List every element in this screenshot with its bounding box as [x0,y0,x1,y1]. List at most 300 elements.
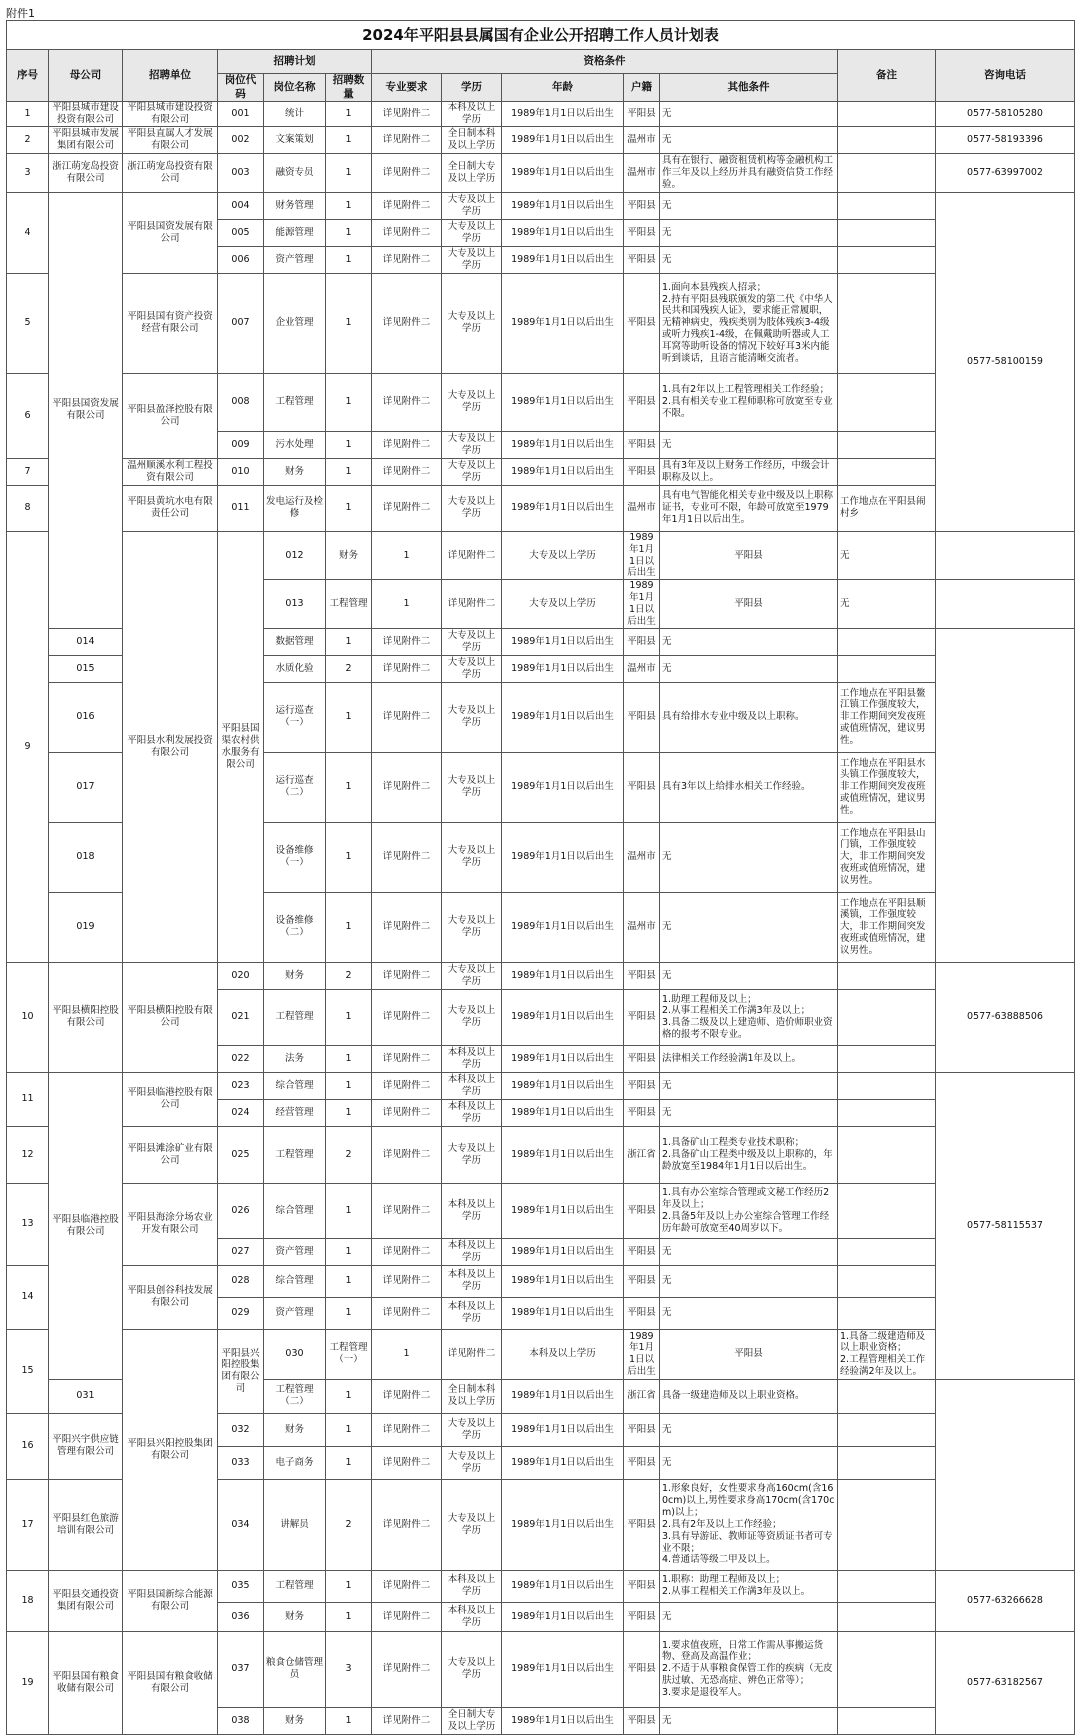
cell-remark [838,102,936,127]
cell-other-conditions: 1.形象良好，女性要求身高160cm(含160cm)以上,男性要求身高170cm(含170cm)以上； 2.具有2年及以上工作经验； 3.具有导游证、教师证等资质证书者可专业不限； 4.普通话等级二甲及以上。 [660,1479,838,1570]
cell-major: 详见附件二 [372,126,442,153]
cell-age: 1989年1月1日以后出生 [502,431,624,458]
cell-hukou: 温州市 [624,485,660,531]
cell-education: 大专及以上学历 [442,989,502,1045]
cell-hukou: 平阳县 [624,246,660,273]
header-seq: 序号 [7,50,49,102]
cell-age: 1989年1月1日以后出生 [502,126,624,153]
cell-other-conditions: 法律相关工作经验满1年及以上。 [660,1045,838,1072]
cell-post-name: 综合管理 [264,1183,326,1238]
cell-major: 详见附件二 [372,1631,442,1707]
cell-major: 详见附件二 [372,1379,442,1413]
cell-education: 本科及以上学历 [442,1602,502,1631]
cell-code: 004 [218,192,264,219]
cell-remark [838,962,936,989]
cell-remark [838,1099,936,1126]
cell-age: 1989年1月1日以后出生 [624,580,660,629]
cell-major: 详见附件二 [372,219,442,246]
cell-other-conditions: 无 [660,1099,838,1126]
cell-other-conditions: 无 [660,892,838,962]
cell-other-conditions: 无 [660,1072,838,1099]
cell-code: 036 [218,1602,264,1631]
cell-code: 028 [218,1265,264,1297]
cell-post-name: 财务 [264,1707,326,1734]
header-major: 专业要求 [372,74,442,102]
cell-age: 1989年1月1日以后出生 [502,1238,624,1265]
attachment-label: 附件1 [6,7,35,20]
cell-age: 1989年1月1日以后出生 [502,192,624,219]
cell-parent: 平阳县城市发展集团有限公司 [49,126,123,153]
cell-unit: 平阳县横阳控股有限公司 [123,962,218,1072]
cell-code: 003 [218,153,264,192]
cell-phone: 0577-58105280 [936,102,1075,127]
cell-major: 详见附件二 [372,1602,442,1631]
cell-major: 详见附件二 [372,1183,442,1238]
cell-count: 1 [372,580,442,629]
cell-education: 本科及以上学历 [442,1183,502,1238]
cell-age: 1989年1月1日以后出生 [624,531,660,580]
cell-other-conditions: 无 [660,1707,838,1734]
cell-education: 全日制本科及以上学历 [442,126,502,153]
cell-education: 大专及以上学历 [442,1413,502,1446]
cell-major: 详见附件二 [372,628,442,655]
cell-count: 2 [326,962,372,989]
cell-count: 1 [326,1602,372,1631]
cell-remark [838,1413,936,1446]
cell-remark: 工作地点在平阳县水头镇工作强度较大，非工作期间突发夜班或值班情况，建议男性。 [838,752,936,822]
cell-hukou: 温州市 [624,153,660,192]
cell-major: 详见附件二 [442,531,502,580]
cell-seq: 13 [7,1183,49,1265]
cell-post-name: 企业管理 [264,273,326,373]
cell-education: 大专及以上学历 [442,1631,502,1707]
cell-education: 本科及以上学历 [502,1329,624,1379]
cell-education: 全日制大专及以上学历 [442,153,502,192]
cell-hukou: 平阳县 [660,580,838,629]
cell-code: 016 [49,682,123,752]
cell-major: 详见附件二 [372,892,442,962]
cell-count: 2 [326,655,372,682]
cell-education: 大专及以上学历 [442,682,502,752]
header-remark: 备注 [838,50,936,102]
cell-major: 详见附件二 [372,1707,442,1734]
cell-count: 1 [326,989,372,1045]
cell-phone: 0577-58115537 [936,1072,1075,1379]
cell-count: 1 [326,1099,372,1126]
cell-age: 1989年1月1日以后出生 [502,373,624,431]
cell-remark [838,1570,936,1602]
cell-post-name: 财务 [264,1602,326,1631]
cell-remark [838,989,936,1045]
cell-education: 大专及以上学历 [442,892,502,962]
cell-age: 1989年1月1日以后出生 [502,1126,624,1183]
cell-post-name: 统计 [264,102,326,127]
cell-unit: 平阳县兴阳控股集团有限公司 [218,1329,264,1413]
cell-parent: 平阳县横阳控股有限公司 [49,962,123,1072]
cell-age: 1989年1月1日以后出生 [502,1570,624,1602]
cell-hukou: 平阳县 [624,1238,660,1265]
cell-hukou: 平阳县 [624,1707,660,1734]
cell-remark [838,628,936,655]
cell-age: 1989年1月1日以后出生 [502,1413,624,1446]
cell-code: 033 [218,1446,264,1479]
cell-post-name: 综合管理 [264,1072,326,1099]
cell-major: 详见附件二 [372,102,442,127]
cell-education: 大专及以上学历 [442,655,502,682]
cell-post-name: 运行巡查（一） [264,682,326,752]
cell-major: 详见附件二 [372,485,442,531]
cell-other-conditions: 无 [660,192,838,219]
cell-phone: 0577-58193396 [936,126,1075,153]
cell-unit: 平阳县临港控股有限公司 [123,1072,218,1126]
cell-other-conditions: 具有3年及以上财务工作经历，中级会计职称及以上。 [660,458,838,485]
cell-count: 1 [326,126,372,153]
cell-code: 019 [49,892,123,962]
cell-hukou: 平阳县 [624,1072,660,1099]
cell-age: 1989年1月1日以后出生 [502,1183,624,1238]
cell-hukou: 平阳县 [624,1602,660,1631]
cell-seq: 6 [7,373,49,458]
cell-unit: 平阳县黄坑水电有限责任公司 [123,485,218,531]
cell-age: 1989年1月1日以后出生 [502,822,624,892]
cell-phone: 0577-63266628 [936,1570,1075,1631]
cell-parent: 平阳县国有粮食收储有限公司 [49,1631,123,1734]
cell-education: 大专及以上学历 [442,431,502,458]
cell-seq: 8 [7,485,49,531]
cell-code: 026 [218,1183,264,1238]
cell-count: 2 [326,1479,372,1570]
cell-education: 本科及以上学历 [442,1265,502,1297]
cell-hukou: 温州市 [624,892,660,962]
cell-seq: 5 [7,273,49,373]
cell-code: 013 [264,580,326,629]
cell-education: 全日制大专及以上学历 [442,1707,502,1734]
cell-post-name: 数据管理 [264,628,326,655]
page-title: 2024年平阳县县属国有企业公开招聘工作人员计划表 [7,21,1075,50]
cell-count: 1 [326,1183,372,1238]
cell-education: 大专及以上学历 [502,531,624,580]
cell-remark [936,580,1075,629]
header-count: 招聘数量 [326,74,372,102]
cell-other-conditions: 无 [660,962,838,989]
table-row [7,273,1075,373]
cell-remark [936,531,1075,580]
cell-post-name: 运行巡查（二） [264,752,326,822]
cell-age: 1989年1月1日以后出生 [502,1297,624,1329]
cell-hukou: 平阳县 [624,989,660,1045]
cell-other-conditions: 无 [660,431,838,458]
cell-count: 1 [326,822,372,892]
cell-major: 详见附件二 [372,1238,442,1265]
cell-major: 详见附件二 [372,1126,442,1183]
cell-post-name: 财务 [326,531,372,580]
table-row [7,102,1075,127]
cell-remark [838,373,936,431]
cell-post-name: 讲解员 [264,1479,326,1570]
cell-count: 2 [326,1126,372,1183]
cell-post-name: 水质化验 [264,655,326,682]
cell-major: 详见附件二 [372,1413,442,1446]
cell-remark: 工作地点在平阳县鳌江镇工作强度较大，非工作期间突发夜班或值班情况，建议男性。 [838,682,936,752]
table-row [7,1329,1075,1379]
cell-education: 大专及以上学历 [442,962,502,989]
cell-other-conditions: 无 [660,219,838,246]
cell-major: 详见附件二 [372,752,442,822]
cell-education: 本科及以上学历 [442,1570,502,1602]
cell-post-name: 综合管理 [264,1265,326,1297]
table-row [7,1072,1075,1099]
table-row [7,153,1075,192]
cell-code: 001 [218,102,264,127]
cell-seq: 14 [7,1265,49,1329]
cell-post-name: 财务 [264,1413,326,1446]
cell-major: 详见附件二 [372,273,442,373]
cell-code: 010 [218,458,264,485]
cell-code: 008 [218,373,264,431]
cell-education: 大专及以上学历 [502,580,624,629]
cell-age: 1989年1月1日以后出生 [502,962,624,989]
cell-other-conditions: 1.具有2年以上工程管理相关工作经验； 2.具有相关专业工程师职称可放宽至专业不限。 [660,373,838,431]
cell-unit: 平阳县国新综合能源有限公司 [123,1570,218,1631]
cell-seq: 12 [7,1126,49,1183]
cell-education: 本科及以上学历 [442,1238,502,1265]
cell-code: 012 [264,531,326,580]
cell-age: 1989年1月1日以后出生 [502,1379,624,1413]
cell-major: 详见附件二 [372,192,442,219]
cell-other-conditions: 无 [838,531,936,580]
table-row [7,192,1075,219]
cell-code: 009 [218,431,264,458]
cell-hukou: 平阳县 [624,431,660,458]
cell-remark [838,431,936,458]
table-row [7,1631,1075,1707]
cell-major: 详见附件二 [372,1297,442,1329]
cell-hukou: 平阳县 [624,628,660,655]
cell-other-conditions: 无 [660,1297,838,1329]
cell-education: 大专及以上学历 [442,373,502,431]
cell-education: 本科及以上学历 [442,1297,502,1329]
cell-post-name: 设备维修（一） [264,822,326,892]
cell-education: 本科及以上学历 [442,102,502,127]
cell-unit: 平阳县红色旅游培训有限公司 [49,1479,123,1570]
cell-remark [838,655,936,682]
cell-major: 详见附件二 [372,1446,442,1479]
cell-seq: 1 [7,102,49,127]
cell-parent: 平阳县国资发展有限公司 [49,192,123,628]
cell-count: 1 [326,431,372,458]
cell-code: 023 [218,1072,264,1099]
cell-code: 034 [218,1479,264,1570]
cell-code: 007 [218,273,264,373]
cell-other-conditions: 无 [660,822,838,892]
cell-other-conditions: 1.具有办公室综合管理或文秘工作经历2年及以上； 2.具备5年及以上办公室综合管理工作经历年龄可放宽至40周岁以下。 [660,1183,838,1238]
cell-education: 大专及以上学历 [442,1126,502,1183]
cell-other-conditions: 无 [660,246,838,273]
cell-seq: 18 [7,1570,49,1631]
cell-other-conditions: 具有在银行、融资租赁机构等金融机构工作三年及以上经历并具有融资信贷工作经验。 [660,153,838,192]
cell-education: 本科及以上学历 [442,1072,502,1099]
cell-remark [838,219,936,246]
header-name: 岗位名称 [264,74,326,102]
cell-seq: 15 [7,1329,49,1413]
cell-unit: 温州顺溪水利工程投资有限公司 [123,458,218,485]
cell-hukou: 平阳县 [624,1479,660,1570]
cell-age: 1989年1月1日以后出生 [502,1045,624,1072]
table-row [7,1570,1075,1602]
cell-post-name: 电子商务 [264,1446,326,1479]
cell-education: 大专及以上学历 [442,219,502,246]
cell-seq: 11 [7,1072,49,1126]
cell-age: 1989年1月1日以后出生 [502,892,624,962]
table-row [7,485,1075,531]
cell-age: 1989年1月1日以后出生 [502,219,624,246]
cell-major: 详见附件二 [372,1479,442,1570]
cell-remark [838,1265,936,1297]
cell-count: 1 [326,192,372,219]
cell-post-name: 财务 [264,458,326,485]
cell-code: 035 [218,1570,264,1602]
cell-major: 详见附件二 [372,458,442,485]
cell-post-name: 发电运行及检修 [264,485,326,531]
cell-remark [838,1602,936,1631]
cell-education: 大专及以上学历 [442,485,502,531]
cell-major: 详见附件二 [442,1329,502,1379]
table-row [7,458,1075,485]
cell-other-conditions: 无 [660,655,838,682]
cell-unit: 平阳县国渠农村供水服务有限公司 [218,531,264,962]
cell-code: 014 [49,628,123,655]
cell-other-conditions: 具有给排水专业中级及以上职称。 [660,682,838,752]
recruitment-table [6,20,1075,1735]
cell-count: 1 [326,485,372,531]
cell-count: 1 [326,1297,372,1329]
cell-code: 022 [218,1045,264,1072]
cell-post-name: 资产管理 [264,246,326,273]
cell-education: 本科及以上学历 [442,1045,502,1072]
cell-parent: 浙江萌宠岛投资有限公司 [49,153,123,192]
header-code: 岗位代码 [218,74,264,102]
cell-post-name: 资产管理 [264,1238,326,1265]
cell-seq: 10 [7,962,49,1072]
cell-education: 大专及以上学历 [442,1446,502,1479]
cell-post-name: 工程管理（一） [326,1329,372,1379]
cell-major: 详见附件二 [372,989,442,1045]
cell-unit: 平阳县城市建设投资有限公司 [123,102,218,127]
cell-code: 005 [218,219,264,246]
cell-unit: 平阳县盈泽控股有限公司 [123,373,218,458]
cell-remark [838,153,936,192]
cell-seq: 9 [7,531,49,962]
cell-unit: 平阳县海涂分场农业开发有限公司 [123,1183,218,1265]
cell-hukou: 平阳县 [624,1045,660,1072]
cell-post-name: 法务 [264,1045,326,1072]
cell-unit: 平阳县滩涂矿业有限公司 [123,1126,218,1183]
cell-parent: 平阳县水利发展投资有限公司 [123,531,218,962]
cell-other-conditions: 1.助理工程师及以上； 2.从事工程相关工作满3年及以上； 3.具备二级及以上建造师、造价师职业资格的报考不限专业。 [660,989,838,1045]
cell-age: 1989年1月1日以后出生 [502,655,624,682]
cell-remark [838,1045,936,1072]
cell-other-conditions: 无 [660,1265,838,1297]
cell-post-name: 工程管理 [264,373,326,431]
cell-code: 027 [218,1238,264,1265]
cell-count: 1 [326,102,372,127]
cell-unit: 平阳县国有资产投资经营有限公司 [123,273,218,373]
cell-age: 1989年1月1日以后出生 [502,1265,624,1297]
cell-education: 大专及以上学历 [442,1479,502,1570]
cell-education: 大专及以上学历 [442,822,502,892]
cell-code: 002 [218,126,264,153]
cell-major: 详见附件二 [372,431,442,458]
header-unit: 招聘单位 [123,50,218,102]
cell-hukou: 平阳县 [624,962,660,989]
cell-code: 018 [49,822,123,892]
cell-education: 大专及以上学历 [442,273,502,373]
table-row [7,962,1075,989]
cell-count: 1 [326,219,372,246]
cell-hukou: 平阳县 [660,1329,838,1379]
cell-remark [838,1479,936,1570]
cell-remark [838,1126,936,1183]
cell-age: 1989年1月1日以后出生 [502,628,624,655]
header-age: 年龄 [502,74,624,102]
cell-major: 详见附件二 [372,246,442,273]
cell-code: 006 [218,246,264,273]
cell-education: 大专及以上学历 [442,458,502,485]
cell-age: 1989年1月1日以后出生 [502,682,624,752]
cell-code: 037 [218,1631,264,1707]
cell-remark [838,246,936,273]
cell-count: 1 [372,1329,442,1379]
cell-unit: 浙江萌宠岛投资有限公司 [123,153,218,192]
cell-post-name: 财务 [264,962,326,989]
cell-post-name: 工程管理 [326,580,372,629]
cell-count: 1 [326,153,372,192]
table-row [7,531,1075,580]
cell-count: 1 [326,1446,372,1479]
cell-remark [838,1183,936,1238]
cell-count: 1 [326,1570,372,1602]
cell-unit: 平阳兴宇供应链管理有限公司 [49,1413,123,1479]
table-row [7,1126,1075,1183]
cell-code: 030 [264,1329,326,1379]
table-row [7,1265,1075,1297]
cell-post-name: 资产管理 [264,1297,326,1329]
cell-other-conditions: 无 [660,102,838,127]
cell-phone: 0577-63888506 [936,962,1075,1072]
header-hukou: 户籍 [624,74,660,102]
cell-remark [838,273,936,373]
cell-education: 大专及以上学历 [442,752,502,822]
cell-code: 020 [218,962,264,989]
cell-remark [838,192,936,219]
cell-count: 1 [326,373,372,431]
cell-count: 1 [326,273,372,373]
cell-unit: 平阳县创谷科技发展有限公司 [123,1265,218,1329]
cell-major: 详见附件二 [372,655,442,682]
cell-hukou: 平阳县 [624,458,660,485]
cell-major: 详见附件二 [372,1570,442,1602]
table-body [7,102,1075,1735]
cell-other-conditions: 1.职称：助理工程师及以上； 2.从事工程相关工作满3年及以上。 [660,1570,838,1602]
cell-age: 1989年1月1日以后出生 [502,458,624,485]
cell-age: 1989年1月1日以后出生 [502,1446,624,1479]
cell-code: 032 [218,1413,264,1446]
cell-remark: 工作地点在平阳县闹村乡 [838,485,936,531]
cell-hukou: 平阳县 [624,273,660,373]
cell-count: 1 [326,1238,372,1265]
cell-age: 1989年1月1日以后出生 [502,1707,624,1734]
table-row [7,1183,1075,1238]
